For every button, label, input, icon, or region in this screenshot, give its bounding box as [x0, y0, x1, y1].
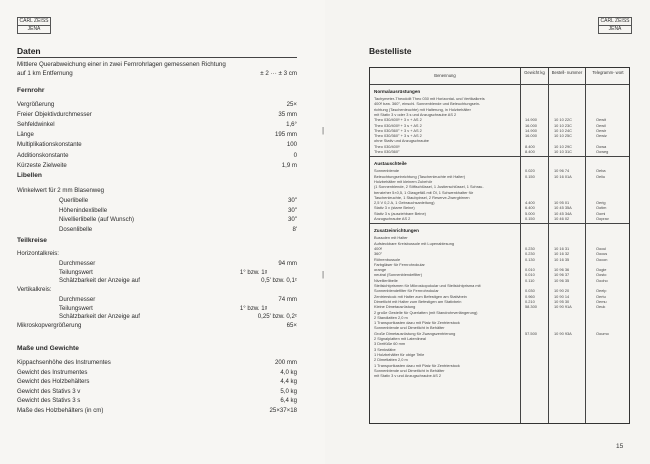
spec-value: 35 mm: [278, 111, 297, 119]
table-row: [370, 241, 629, 246]
item-name: Sonnenblende und Dimetlicht in Behälter: [374, 325, 445, 331]
table-row: [370, 325, 629, 330]
section-divider: [370, 223, 629, 224]
intro-line: auf 1 km Entfernung: [17, 69, 73, 77]
item-name: Kleine Dimetausrüstung: [374, 304, 416, 310]
item-weight: 0.150: [525, 216, 535, 221]
item-telegram-word: Oomi: [596, 210, 606, 216]
spec-value: 74 mm: [278, 296, 297, 303]
spec-row: [17, 407, 297, 415]
item-name: 2 Signalplatten mit Latenlineal: [374, 336, 426, 341]
item-order-number: 10 10 31C: [554, 149, 572, 154]
table-row: [370, 320, 629, 325]
item-weight: 14.900: [525, 117, 537, 123]
header-divider: [370, 84, 629, 85]
item-name: Sonnenblende und Dimetlicht in Behälter: [374, 367, 445, 373]
spec-label: Mikroskopvergrößerung: [17, 322, 82, 329]
horizontal-circle-label: Horizontalkreis:: [17, 250, 59, 257]
table-row: [370, 368, 629, 373]
item-order-number: 10 16 32: [554, 251, 570, 257]
spec-label: Schätzbarkeit der Anzeige auf: [59, 277, 140, 285]
spec-label: Gewicht des Instrumentes: [17, 368, 88, 376]
table-row: [370, 363, 629, 368]
item-order-number: 10 96 35: [554, 277, 570, 283]
table-row: [370, 128, 629, 133]
item-name: Theo 030/360° + 3 v + AS 2: [374, 127, 422, 133]
item-name: Sonnenblendefilter für Fernrohrokular: [374, 288, 439, 294]
spec-row: [17, 152, 297, 160]
item-name: Theo 030/400ᵍ: [374, 143, 400, 149]
spec-mid-value: 1° bzw. 1ᵍ: [239, 304, 267, 312]
spec-label: Länge: [17, 131, 34, 139]
spec-value: 5,0 kg: [280, 387, 297, 395]
title-rule: [17, 57, 297, 58]
item-weight: 0.210: [525, 298, 535, 304]
item-weight: 0.010: [525, 267, 535, 273]
item-name: benzieher 5×0,5, 1 Glasgefäß mit Öl, 1 Schwenkhalter für: [374, 189, 474, 195]
spec-label: Schätzbarkeit der Anzeige auf: [59, 313, 140, 321]
table-row: [370, 331, 629, 336]
item-name: 3 Dreifüße 60 mm: [374, 341, 406, 347]
item-order-number: 10 16 35: [554, 256, 570, 262]
item-name: Sonnenblende: [374, 168, 400, 174]
item-telegram-word: Oewiz: [596, 133, 607, 139]
item-weight: 8.400: [525, 149, 535, 154]
table-row: [370, 257, 629, 262]
item-weight: 5.000: [525, 210, 535, 216]
table-row: [370, 168, 629, 173]
item-weight: 0.020: [525, 168, 535, 174]
item-weight: 4.400: [525, 200, 535, 206]
table-row: [370, 138, 629, 143]
logo-text: JENA: [599, 25, 631, 33]
page-title: Daten: [17, 46, 41, 56]
spec-label: Höhenindexlibelle: [59, 206, 108, 214]
spec-value: 4,4 kg: [280, 378, 297, 385]
table-row: [370, 347, 629, 352]
item-order-number: 10 10 22C: [554, 117, 572, 123]
item-weight: 0.110: [525, 277, 535, 283]
item-order-number: 10 10 23C: [554, 122, 572, 128]
header-order-number: Bestell- nummer: [551, 70, 583, 75]
zeiss-logo-left: [17, 17, 51, 34]
spec-value: 0: [293, 151, 297, 159]
spec-label: Querlibelle: [59, 197, 89, 204]
item-name: Theo 030/400ᵍ + 3 v + AS 2: [374, 117, 422, 123]
table-row: [370, 107, 629, 112]
item-order-number: 10 46 02: [554, 216, 570, 221]
item-telegram-word: Ooweg: [596, 149, 609, 154]
item-telegram-word: Oeliu: [596, 173, 606, 179]
spec-label: Teilungswert: [59, 268, 93, 276]
spec-row: [17, 207, 297, 215]
item-name: Theo 030/360° + 3 s + AS 2: [374, 133, 422, 139]
item-name: Tachymeter-Theodolit Theo 030 mit Horizontal- und Vertikalkreis: [374, 96, 485, 101]
spec-row: [17, 359, 297, 367]
spec-row: [17, 111, 297, 119]
table-row: [370, 336, 629, 341]
item-name: Taschenleuchte, 1 Staubpinsel, 2 Reserve-Zwergbirnen: [374, 194, 470, 200]
item-telegram-word: Oocon: [596, 256, 608, 262]
item-weight: 58.300: [525, 304, 537, 310]
table-row: [370, 373, 629, 378]
binding-mark: |: [322, 270, 325, 279]
table-row: [370, 310, 629, 315]
section-fernrohr-title: Fernrohr: [17, 87, 45, 94]
header-name: Benennung: [434, 73, 456, 78]
spec-label: Dosenlibelle: [59, 225, 93, 233]
logo-text: CARL ZEISS: [19, 18, 49, 24]
spec-row: [17, 141, 297, 149]
spec-row: [17, 322, 297, 330]
spec-row: [17, 162, 297, 170]
item-name: Zentrierstock mit Halter zum Befestigen am Stativbein: [374, 293, 467, 299]
table-row: [370, 205, 629, 210]
table-row: [370, 190, 629, 195]
page-number: 15: [616, 443, 624, 450]
table-row: [370, 294, 629, 299]
section-libellen-title: Libellen: [17, 172, 42, 179]
item-name: Anzugschraube AS 2: [374, 216, 411, 221]
item-weight: 0.030: [525, 288, 535, 294]
item-name: (1 Sonnenblende, 2 Stiftschlüssel, 1 Justierschlüssel, 1 Schrau-: [374, 184, 484, 190]
table-row: [370, 267, 629, 272]
section-teilkreise-title: Teilkreise: [17, 237, 47, 244]
spec-row: [17, 101, 297, 109]
spec-value: 65×: [286, 322, 297, 329]
item-name: orange: [374, 267, 387, 273]
table-row: [370, 144, 629, 149]
item-telegram-word: Ootim: [596, 205, 607, 211]
section-title: Normalausrüstungen: [374, 89, 421, 94]
item-order-number: 10 90 91A: [554, 304, 572, 310]
item-order-number: 10 10 29C: [554, 143, 572, 149]
item-name: Theo 030/360°: [374, 149, 400, 154]
table-row: [370, 211, 629, 216]
spec-row: [17, 197, 297, 205]
table-row: [370, 299, 629, 304]
item-name: neutral (Sonnenblendefilter): [374, 272, 423, 278]
item-name: richtung (Taschenleuchte) mit Halterung, in Holzbehälter: [374, 106, 471, 112]
item-name: 2 große Gestelle für Querlatten (mit Standrohrverlängerung): [374, 309, 478, 315]
table-row: [370, 357, 629, 362]
spec-row: [17, 313, 297, 321]
spec-label: Durchmesser: [59, 296, 96, 303]
section-title: Austauschteile: [374, 161, 407, 167]
item-name: 1 Transportkasten dazu mit Platz für Zentrierstock: [374, 320, 460, 326]
spec-row: [17, 296, 297, 304]
item-name: Nivellierlibelle: [374, 277, 398, 283]
item-telegram-word: Oemu: [596, 298, 607, 304]
item-weight: 14.900: [525, 127, 537, 133]
intro-line: Mittlere Querabweichung einer in zwei Fernrohrlagen gemessenen Richtung: [17, 61, 226, 68]
table-row: [370, 149, 629, 154]
item-name: Beleuchtungseinrichtung (Taschenleuchte mit Halter): [374, 173, 466, 179]
item-order-number: 10 96 74: [554, 168, 570, 174]
item-name: mit Stativ 3 v oder 3 s und Anzugschraube AS 2: [374, 111, 457, 117]
table-row: [370, 174, 629, 179]
spec-label: Kippachsenhöhe des Instrumentes: [17, 359, 111, 366]
item-order-number: 10 10 24C: [554, 127, 572, 133]
vertical-circle-title: [17, 286, 297, 294]
item-order-number: 10 90 93A: [554, 330, 572, 336]
section-title: Zusatzeinrichtungen: [374, 228, 419, 234]
spec-row: [17, 378, 297, 386]
spec-value: 6,4 kg: [280, 397, 297, 404]
spec-label: Additionskonstante: [17, 151, 69, 159]
horizontal-circle-title: [17, 250, 297, 258]
item-name: Aufsteckbare Kreisbussole mit Lupenablesung: [374, 240, 455, 246]
item-weight: 0.230: [525, 251, 535, 257]
table-row: [370, 112, 629, 117]
item-name: 400ᵍ: [374, 245, 382, 251]
item-order-number: 10 16 31: [554, 245, 570, 251]
table-row: [370, 117, 629, 122]
table-row: [370, 246, 629, 251]
item-weight: 6.400: [525, 205, 535, 211]
table-row: [370, 341, 629, 346]
item-order-number: 10 96 36: [554, 267, 570, 273]
item-weight: 16.000: [525, 133, 537, 139]
item-telegram-word: Oeelp: [596, 288, 607, 294]
item-order-number: 10 95 30: [554, 298, 570, 304]
spec-value: 0,25' bzw. 0,2ᶜ: [257, 313, 297, 321]
spec-row: [17, 397, 297, 405]
spec-value: 25×: [286, 101, 297, 108]
item-order-number: 10 45 34A: [554, 210, 572, 216]
item-telegram-word: Oowa: [596, 143, 607, 149]
table-row: [370, 352, 629, 357]
item-name: 360°: [374, 251, 383, 257]
spec-label: Gewicht des Holzbehälters: [17, 378, 90, 385]
item-order-number: 10 95 01: [554, 200, 570, 206]
spec-value: 1,6°: [286, 121, 297, 129]
intro-paragraph: [17, 61, 297, 78]
section-masse-title: Maße und Gewichte: [17, 345, 79, 352]
spec-row: [17, 260, 297, 268]
table-row: [370, 272, 629, 277]
table-row: [370, 288, 629, 293]
item-name: Theo 030/400ᵍ + 3 s + AS 2: [374, 122, 422, 128]
item-order-number: 10 96 37: [554, 272, 570, 278]
item-name: Dimetlicht mit Halter zum Befestigen am Stativbein: [374, 298, 462, 304]
item-order-number: 10 90 14: [554, 293, 570, 299]
spec-row: [17, 226, 297, 234]
table-row: [370, 278, 629, 283]
item-name: Farbgläser für Fernrohrokular: [374, 261, 425, 267]
item-telegram-word: Ooumo: [596, 330, 609, 336]
header-weight: Gewicht kg: [524, 70, 545, 75]
item-name: 2,5 V 0,2 A, 1 Gebrauchsanleitung): [374, 200, 435, 206]
spec-label: Gewicht des Stativs 3 v: [17, 387, 81, 395]
item-telegram-word: Oogie: [596, 267, 607, 273]
spec-label: Gewicht des Stativs 3 s: [17, 397, 81, 404]
item-order-number: 10 90 20: [554, 288, 570, 294]
item-weight: 0.960: [525, 293, 535, 299]
table-row: [370, 283, 629, 288]
spec-row: [17, 131, 297, 139]
item-name: Stativ 3 s (ausziehbare Beine): [374, 210, 426, 216]
spec-label: Vergrößerung: [17, 101, 55, 108]
zeiss-logo-right: [598, 17, 632, 34]
spec-value: 8': [292, 225, 297, 233]
spec-row: [17, 369, 297, 377]
logo-text: JENA: [18, 25, 50, 33]
spec-label: Maße des Holzbehälters (in cm): [17, 406, 104, 414]
table-row: [370, 235, 629, 240]
spec-row: [17, 216, 297, 224]
binding-mark: |: [322, 126, 325, 135]
spec-value: 94 mm: [278, 260, 297, 267]
item-name: Steilsichtprismen für Mikroskopokular und Steilsichtprisma mit: [374, 283, 481, 288]
spec-value: 25×37×18: [269, 406, 297, 414]
table-row: [370, 304, 629, 309]
spec-value: 195 mm: [274, 131, 297, 139]
spec-label: Nivellierlibelle (auf Wunsch): [59, 216, 135, 224]
table-row: [370, 96, 629, 101]
spec-label: Teilungswert: [59, 304, 93, 312]
spec-row: [17, 277, 297, 285]
table-row: [370, 216, 629, 221]
table-row: [370, 195, 629, 200]
item-weight: 0.130: [525, 256, 535, 262]
spec-value: 100: [286, 141, 297, 149]
spec-mid-value: 1° bzw. 1ᵍ: [239, 268, 267, 276]
logo-text: CARL ZEISS: [600, 18, 630, 24]
item-telegram-word: Oooho: [596, 277, 608, 283]
item-telegram-word: Oosto: [596, 272, 607, 278]
section-divider: [370, 156, 629, 157]
table-row: [370, 123, 629, 128]
item-telegram-word: Oerig: [596, 200, 606, 206]
item-weight: 0.010: [525, 272, 535, 278]
item-name: Große Dimetausrüstung für Zwangszentrierung: [374, 330, 456, 336]
spec-row: [17, 269, 297, 277]
item-weight: 16.000: [525, 122, 537, 128]
spec-value: 30": [288, 206, 297, 214]
item-telegram-word: Oocul: [596, 245, 607, 251]
item-name: 2 Standlatten 2,0 m: [374, 314, 408, 320]
libellen-intro-text: Winkelwert für 2 mm Blasenweg: [17, 187, 105, 194]
spec-value: 30": [288, 216, 297, 224]
table-row: [370, 200, 629, 205]
item-weight: 0.150: [525, 173, 535, 179]
spec-label: Sehfeldwinkel: [17, 121, 55, 129]
item-order-number: 10 45 35A: [554, 205, 572, 211]
item-telegram-word: Oertu: [596, 293, 606, 299]
item-telegram-word: Ooprav: [596, 216, 609, 221]
table-row: [370, 133, 629, 138]
item-name: Stativ 3 v (starre Beine): [374, 205, 415, 211]
spec-label: Kürzeste Zielweite: [17, 161, 67, 169]
spec-value: 200 mm: [274, 359, 297, 366]
table-row: [370, 315, 629, 320]
table-row: [370, 251, 629, 256]
libellen-intro: [17, 187, 297, 195]
item-name: Holzbehälter mit kleinem Zubehör: [374, 178, 433, 184]
item-telegram-word: Oewit: [596, 117, 606, 123]
spec-value: 1,9 m: [281, 161, 297, 169]
item-telegram-word: Oeuk: [596, 304, 606, 310]
item-name: 400ᵍ bzw. 360°, einschl. Sonnenblende und Beleuchtungsein-: [374, 101, 481, 107]
spec-value: 30": [288, 197, 297, 204]
item-name: ohne Stativ und Anzugschraube: [374, 138, 429, 144]
spec-row: [17, 305, 297, 313]
spec-value: 0,5' bzw. 0,1ᶜ: [261, 277, 297, 285]
item-name: 3 Senkstäbe: [374, 346, 396, 352]
vertical-circle-label: Vertikalkreis:: [17, 286, 52, 293]
spec-label: Multiplikationskonstante: [17, 141, 82, 149]
table-row: [370, 262, 629, 267]
item-name: Bussolen mit Halter: [374, 235, 408, 241]
item-order-number: 10 16 01A: [554, 173, 572, 179]
item-order-number: 10 10 25C: [554, 133, 572, 139]
table-row: [370, 184, 629, 189]
item-weight: 57.500: [525, 330, 537, 336]
item-name: 1 Holzbehälter für obige Teile: [374, 351, 425, 357]
table-row: [370, 101, 629, 106]
spec-row: [17, 121, 297, 129]
spec-label: Freier Objektivdurchmesser: [17, 111, 92, 119]
spec-value: 4,0 kg: [280, 368, 297, 376]
spec-row: [17, 388, 297, 396]
item-weight: 8.400: [525, 143, 535, 149]
item-telegram-word: Oewir: [596, 127, 607, 133]
item-name: mit Stativ 3 v und Anzugschraube AS 2: [374, 373, 442, 379]
table-row: [370, 179, 629, 184]
spec-label: Durchmesser: [59, 260, 96, 267]
item-telegram-word: Oewil: [596, 122, 606, 128]
item-name: 2 Dimetlatten 2,0 m: [374, 357, 408, 363]
intro-value: ± 2 ··· ± 3 cm: [260, 69, 297, 77]
item-name: 1 Transportkasten dazu mit Platz für Zentrierstock: [374, 362, 460, 368]
page-title-right: Bestelliste: [369, 46, 412, 56]
header-telegram-word: Telegramm- wort: [592, 70, 624, 75]
item-telegram-word: Oocus: [596, 251, 608, 257]
item-name: Röhrenbussole: [374, 256, 401, 262]
item-weight: 0.230: [525, 245, 535, 251]
order-table: [369, 67, 630, 424]
item-telegram-word: Oeba: [596, 168, 606, 174]
